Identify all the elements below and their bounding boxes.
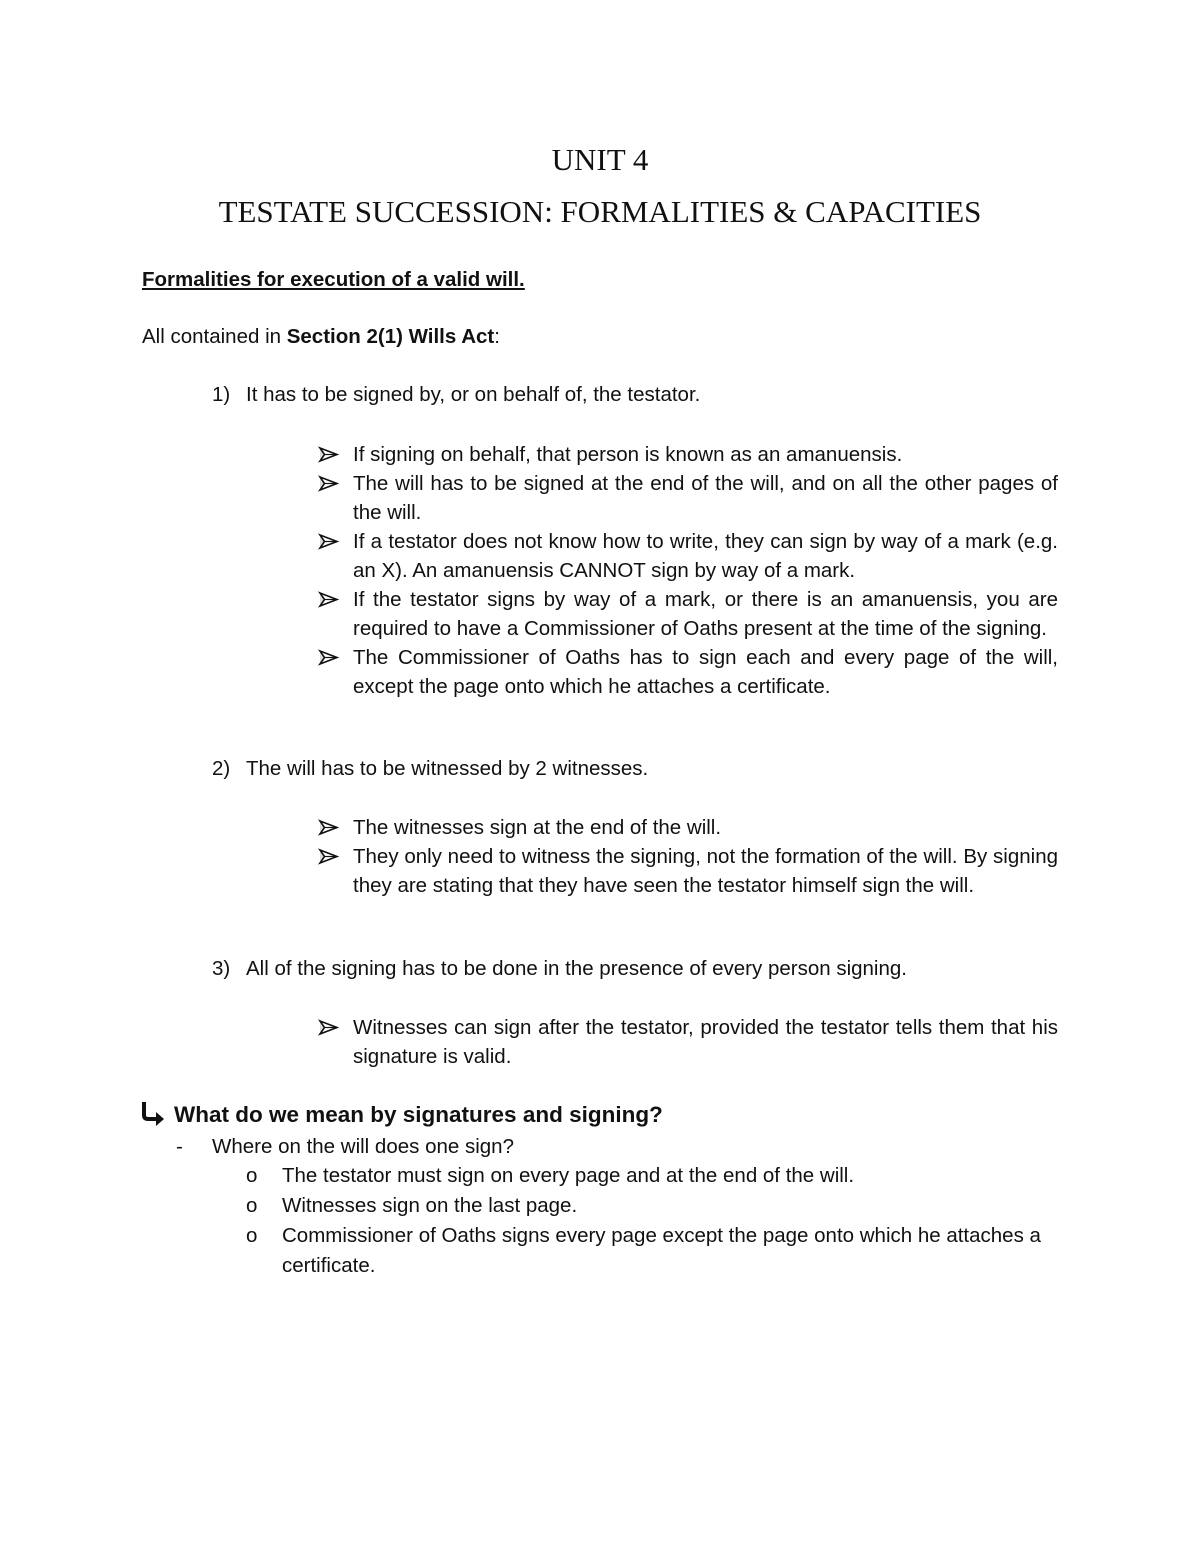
circle-marker: o xyxy=(246,1224,258,1247)
signatures-heading xyxy=(142,1100,663,1128)
bullet-item: The witnesses sign at the end of the will. xyxy=(318,813,1058,842)
requirement-number: 3) xyxy=(212,957,231,980)
intro-line xyxy=(142,325,500,349)
circle-marker: o xyxy=(246,1164,258,1187)
dash-marker: - xyxy=(176,1135,183,1158)
requirement-text: It has to be signed by, or on behalf of, the testator. xyxy=(246,383,701,406)
section-heading: Formalities for execution of a valid will. xyxy=(142,268,525,291)
list-item: o Witnesses sign on the last page. xyxy=(246,1191,1058,1221)
bullet-item: The Commissioner of Oaths has to sign each and every page of the will, except the page onto which he attaches a certificate. xyxy=(318,643,1058,701)
bullet-item: If a testator does not know how to write, they can sign by way of a mark (e.g. an X). An amanuensis CANNOT sign by way of a mark. xyxy=(318,527,1058,585)
arrowhead-bullet-icon xyxy=(318,813,340,842)
unit-title: UNIT 4 xyxy=(551,142,649,177)
circle-marker: o xyxy=(246,1194,258,1217)
requirement-1-bullets xyxy=(318,440,1058,701)
signing-locations-list xyxy=(246,1161,1058,1281)
bullet-item: If the testator signs by way of a mark, or there is an amanuensis, you are required to have a Commissioner of Oaths present at the time of the signing. xyxy=(318,585,1058,643)
question-text: Where on the will does one sign? xyxy=(212,1135,514,1158)
requirement-number: 1) xyxy=(212,383,231,406)
arrow-icon xyxy=(142,1100,166,1126)
bullet-item: If signing on behalf, that person is known as an amanuensis. xyxy=(318,440,1058,469)
signatures-heading-text: What do we mean by signatures and signing? xyxy=(174,1102,663,1127)
requirement-number: 2) xyxy=(212,757,231,780)
bullet-item: Witnesses can sign after the testator, provided the testator tells them that his signature is valid. xyxy=(318,1013,1058,1071)
arrowhead-bullet-icon xyxy=(318,643,340,672)
arrowhead-bullet-icon xyxy=(318,842,340,871)
list-item: o The testator must sign on every page and at the end of the will. xyxy=(246,1161,1058,1191)
intro-reference: Section 2(1) Wills Act xyxy=(286,325,495,348)
bullet-item: The will has to be signed at the end of the will, and on all the other pages of the will. xyxy=(318,469,1058,527)
arrowhead-bullet-icon xyxy=(318,585,340,614)
bullet-item: They only need to witness the signing, not the formation of the will. By signing they are stating that they have seen the testator himself sign the will. xyxy=(318,842,1058,900)
arrowhead-bullet-icon xyxy=(318,1013,340,1042)
requirement-text: The will has to be witnessed by 2 witnesses. xyxy=(246,757,649,780)
requirement-text: All of the signing has to be done in the presence of every person signing. xyxy=(246,957,907,980)
arrowhead-bullet-icon xyxy=(318,440,340,469)
arrowhead-bullet-icon xyxy=(318,527,340,556)
intro-prefix: All contained in xyxy=(142,325,287,348)
list-item: o Commissioner of Oaths signs every page except the page onto which he attaches a certificate. xyxy=(246,1221,1058,1281)
arrowhead-bullet-icon xyxy=(318,469,340,498)
main-title: TESTATE SUCCESSION: FORMALITIES & CAPACITIES xyxy=(218,194,982,229)
intro-suffix: : xyxy=(494,325,500,348)
requirement-3-bullets xyxy=(318,1013,1058,1071)
requirement-2-bullets xyxy=(318,813,1058,900)
